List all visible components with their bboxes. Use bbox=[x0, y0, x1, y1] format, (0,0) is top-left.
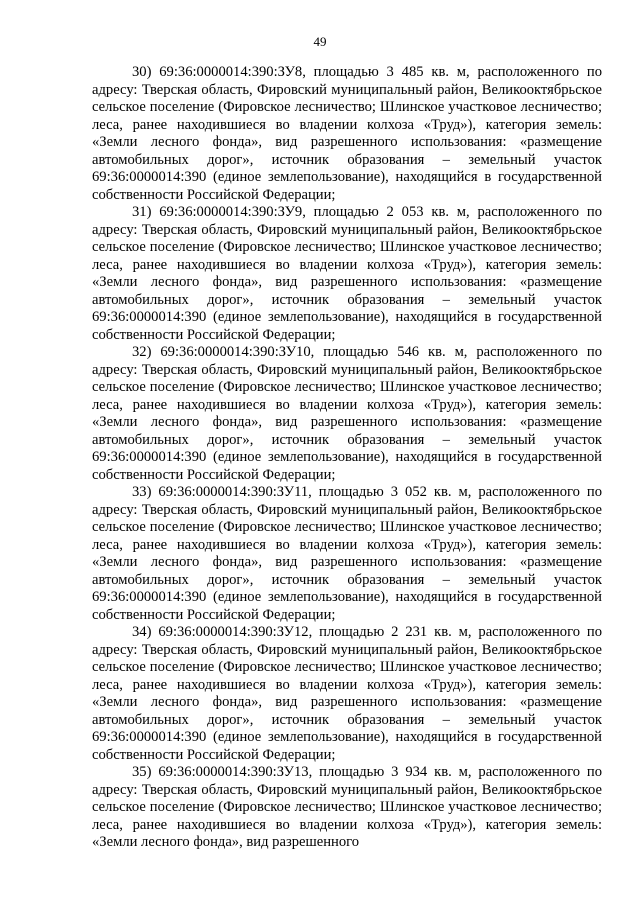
paragraph-item-35: 35) 69:36:0000014:390:ЗУ13, площадью 3 934 кв. м, расположенного по адресу: Тверская область, Фировский муниципальный район, Великооктябрьское сельское поселение (Фировское лесничество; Шлинское участковое лесничество; леса, ранее находившиеся во владении колхоза «Труд»), категория земель: «Земли лесного фонда», вид разрешенного bbox=[92, 764, 602, 850]
paragraph-item-34: 34) 69:36:0000014:390:ЗУ12, площадью 2 231 кв. м, расположенного по адресу: Тверская область, Фировский муниципальный район, Великооктябрьское сельское поселение (Фировское лесничество; Шлинское участковое лесничество; леса, ранее находившиеся во владении колхоза «Труд»), категория земель: «Земли лесного фонда», вид разрешенного использования: «размещение автомобильных дорог», источник образования – земельный участок 69:36:0000014:390 (единое землепользование), находящийся в государственной собственности Российской Федерации; bbox=[92, 624, 602, 763]
paragraph-item-31: 31) 69:36:0000014:390:ЗУ9, площадью 2 053 кв. м, расположенного по адресу: Тверская область, Фировский муниципальный район, Великооктябрьское сельское поселение (Фировское лесничество; Шлинское участковое лесничество; леса, ранее находившиеся во владении колхоза «Труд»), категория земель: «Земли лесного фонда», вид разрешенного использования: «размещение автомобильных дорог», источник образования – земельный участок 69:36:0000014:390 (единое землепользование), находящийся в государственной собственности Российской Федерации; bbox=[92, 204, 602, 343]
paragraph-item-32: 32) 69:36:0000014:390:ЗУ10, площадью 546 кв. м, расположенного по адресу: Тверская область, Фировский муниципальный район, Великооктябрьское сельское поселение (Фировское лесничество; Шлинское участковое лесничество; леса, ранее находившиеся во владении колхоза «Труд»), категория земель: «Земли лесного фонда», вид разрешенного использования: «размещение автомобильных дорог», источник образования – земельный участок 69:36:0000014:390 (единое землепользование), находящийся в государственной собственности Российской Федерации; bbox=[92, 344, 602, 483]
page-number: 49 bbox=[313, 34, 327, 49]
paragraph-item-33: 33) 69:36:0000014:390:ЗУ11, площадью 3 052 кв. м, расположенного по адресу: Тверская область, Фировский муниципальный район, Великооктябрьское сельское поселение (Фировское лесничество; Шлинское участковое лесничество; леса, ранее находившиеся во владении колхоза «Труд»), категория земель: «Земли лесного фонда», вид разрешенного использования: «размещение автомобильных дорог», источник образования – земельный участок 69:36:0000014:390 (единое землепользование), находящийся в государственной собственности Российской Федерации; bbox=[92, 484, 602, 623]
paragraph-item-30: 30) 69:36:0000014:390:ЗУ8, площадью 3 485 кв. м, расположенного по адресу: Тверская область, Фировский муниципальный район, Великооктябрьское сельское поселение (Фировское лесничество; Шлинское участковое лесничество; леса, ранее находившиеся во владении колхоза «Труд»), категория земель: «Земли лесного фонда», вид разрешенного использования: «размещение автомобильных дорог», источник образования – земельный участок 69:36:0000014:390 (единое землепользование), находящийся в государственной собственности Российской Федерации; bbox=[92, 64, 602, 203]
document-body bbox=[92, 64, 602, 852]
